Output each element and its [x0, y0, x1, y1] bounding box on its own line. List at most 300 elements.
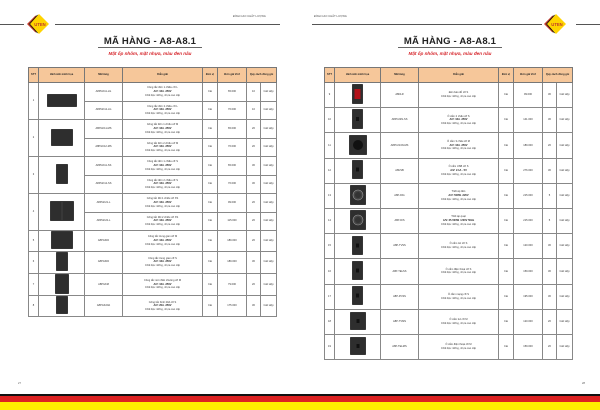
product-description [123, 251, 203, 273]
desc-name: Công tắc đơn 1 chiều cỡ M [146, 123, 179, 127]
pack-cell: Cái/ Hộp [557, 334, 573, 359]
unit-cell: Cái [499, 158, 514, 183]
unit-cell: Cái [203, 296, 218, 317]
unit-cell: Cái [203, 120, 218, 139]
product-image [39, 251, 85, 273]
unit-cell: Cái [499, 108, 514, 133]
desc-rating: A/V: 16A -250V [153, 163, 172, 167]
desc-material: Chất liệu: Đồng, nhựa cao cấp [440, 271, 477, 275]
page-number-left: 27 [18, 382, 21, 385]
table-row [29, 251, 277, 273]
desc-rating: A/V: 500W -220V [448, 193, 469, 197]
product-description [419, 284, 499, 309]
unit-cell: Cái [203, 251, 218, 273]
desc-name: Công tắc đôi 2 chiều cỡ XS [146, 215, 179, 219]
product-image [335, 259, 381, 284]
product-image [335, 158, 381, 183]
light-dimmer-icon [350, 203, 366, 206]
pack-cell: Cái/ Hộp [557, 208, 573, 233]
table-row [29, 120, 277, 139]
pack-cell: Cái/ Hộp [261, 120, 277, 139]
unit-cell: Cái [499, 234, 514, 259]
desc-name: Công tắc đôi 1 chiều cỡ XS [146, 197, 179, 201]
desc-material: Chất liệu: Đồng, nhựa cao cấp [144, 149, 181, 153]
desc-rating: A/V: 16A -250V [153, 145, 172, 149]
table-header [325, 68, 573, 83]
desc-name: Ổ cắm tivi cỡ M [449, 318, 468, 322]
switch-plate-wide-icon [47, 105, 77, 108]
socket-2pin-icon [352, 127, 363, 130]
product-code: A8P-DIS [381, 208, 419, 233]
product-code: A8DLR [381, 83, 419, 108]
product-code: A8PGK12-SS [85, 175, 123, 194]
desc-rating: A/V: 2.1A - 5V [450, 168, 467, 172]
desc-material: Chất liệu: Đồng, nhựa cao cấp [144, 264, 181, 267]
qty-cell: 30 [543, 284, 557, 309]
desc-name: Ổ cắm tivi cỡ S [449, 242, 468, 246]
product-image [335, 334, 381, 359]
desc-material: Chất liệu: Đồng, nhựa cao cấp [144, 93, 181, 97]
price-cell: 99.000 [218, 194, 247, 213]
product-image [39, 296, 85, 317]
qty-cell: 30 [543, 259, 557, 284]
product-description [419, 108, 499, 133]
product-description [123, 101, 203, 120]
product-image [335, 234, 381, 259]
col-code: Mã hàng [381, 68, 419, 83]
product-code: A8P-TVMS [381, 309, 419, 334]
product-code: A8PGK21-L [85, 194, 123, 213]
title-text: MÃ HÀNG - A8-A8.1 [98, 36, 202, 48]
price-cell: 99.000 [514, 83, 543, 108]
desc-material: Chất liệu: Đồng, nhựa cao cấp [144, 167, 181, 171]
pack-cell: Cái/ Hộp [557, 259, 573, 284]
desc-name: Công tắc trung gian cỡ S [148, 256, 177, 260]
stt-cell: 13 [325, 183, 335, 208]
desc-material: Chất liệu: Đồng, nhựa cao cấp [144, 112, 181, 116]
stt-cell: 11 [325, 133, 335, 158]
desc-name: Ổ cắm mạng cỡ S [447, 292, 470, 296]
product-description [419, 133, 499, 158]
desc-material: Chất liệu: Đồng, nhựa cao cấp [144, 223, 181, 227]
pack-cell: Cái/ Hộp [557, 183, 573, 208]
unit-cell: Cái [203, 157, 218, 176]
qty-cell: 20 [543, 334, 557, 359]
fan-dimmer-icon [350, 228, 366, 231]
desc-material: Chất liệu: Đồng, nhựa cao cấp [144, 204, 181, 208]
pack-cell: Cái/ Hộp [261, 273, 277, 296]
footer-stripe-yellow [0, 402, 600, 410]
product-code: A8PGK12-LG [85, 101, 123, 120]
desc-rating: A/V: 16A -250V [153, 89, 172, 93]
qty-cell: 20 [247, 273, 261, 296]
pack-cell: Cái/ Hộp [557, 108, 573, 133]
desc-name: Công tắc đơn 2 chiều cỡ L [147, 104, 178, 108]
desc-name: Ổ cắm điện thoại cỡ M [445, 343, 472, 347]
table-row [325, 183, 573, 208]
table-row [325, 158, 573, 183]
price-cell: 215.000 [514, 208, 543, 233]
table-row [325, 108, 573, 133]
desc-rating: A/V: 16A -250V [153, 108, 172, 112]
product-image [335, 208, 381, 233]
desc-rating: A/V: 16A -250V [153, 200, 172, 204]
desc-rating: A/V: 16A -250V [449, 143, 468, 147]
red-indicator-icon [352, 102, 363, 105]
product-code: A8PGK11-SS [85, 157, 123, 176]
desc-material: Chất liệu: Đồng, nhựa cao cấp [440, 246, 477, 250]
price-cell: 79.000 [218, 273, 247, 296]
desc-material: Chất liệu: Đồng, nhựa cao cấp [440, 122, 477, 126]
col-desc: Diễn giải [419, 68, 499, 83]
product-image [335, 183, 381, 208]
svg-text:UTEN: UTEN [34, 21, 46, 27]
desc-material: Chất liệu: Đồng, nhựa cao cấp [144, 242, 181, 246]
pack-cell: Cái/ Hộp [261, 83, 277, 102]
product-code: A8PC22N-SS [381, 108, 419, 133]
desc-material: Chất liệu: Đồng, nhựa cao cấp [440, 346, 477, 350]
table-row [29, 83, 277, 102]
pack-cell: Cái/ Hộp [261, 101, 277, 120]
product-code: A8PGKM [85, 273, 123, 296]
product-code: A8PGKID [85, 231, 123, 252]
price-cell: 76.000 [218, 175, 247, 194]
col-price: Đơn giá Vnđ [218, 68, 247, 83]
product-description [123, 212, 203, 231]
stt-cell: 8 [29, 296, 39, 317]
pack-cell: Cái/ Hộp [557, 284, 573, 309]
product-image [39, 120, 85, 157]
pack-cell: Cái/ Hộp [261, 231, 277, 252]
desc-name: Công tắc đơn 2 chiều cỡ M [146, 141, 179, 145]
unit-cell: Cái [499, 208, 514, 233]
qty-cell: 30 [543, 158, 557, 183]
tagline-right: ĐỈNH CAO CHẤT LƯỢNG [314, 15, 347, 18]
product-code: A8PGK22-L [85, 212, 123, 231]
price-cell: 189.000 [514, 133, 543, 158]
product-image [39, 194, 85, 231]
desc-name: Triết áp quạt [451, 215, 466, 219]
table-row [325, 133, 573, 158]
table-row [325, 284, 573, 309]
unit-cell: Cái [203, 101, 218, 120]
desc-name: Triết áp đèn [451, 190, 466, 194]
price-cell: 175.000 [218, 296, 247, 317]
stt-cell: 3 [29, 157, 39, 194]
price-cell: 215.000 [514, 183, 543, 208]
unit-cell: Cái [203, 273, 218, 296]
page-title [0, 36, 300, 47]
stt-cell: 2 [29, 120, 39, 157]
qty-cell: 30 [543, 108, 557, 133]
col-image: Hình ảnh minh họa [335, 68, 381, 83]
header-rule-right [312, 24, 542, 25]
stt-cell: 10 [325, 108, 335, 133]
product-description [123, 175, 203, 194]
col-code: Mã hàng [85, 68, 123, 83]
table-row [325, 334, 573, 359]
price-cell: 141.000 [514, 108, 543, 133]
qty-cell: 30 [543, 234, 557, 259]
stt-cell: 6 [29, 251, 39, 273]
product-image [335, 309, 381, 334]
qty-cell: 30 [543, 83, 557, 108]
unit-cell: Cái [203, 212, 218, 231]
header-rule-left [0, 24, 24, 25]
product-description [123, 157, 203, 176]
col-desc: Diễn giải [123, 68, 203, 83]
unit-cell: Cái [203, 138, 218, 157]
desc-rating: A/V: 16A -250V [153, 282, 172, 286]
header-rule [55, 24, 280, 25]
tv-socket-s-icon [352, 253, 363, 256]
pack-cell: Cái/ Hộp [557, 309, 573, 334]
product-description [123, 83, 203, 102]
stt-cell: 7 [29, 273, 39, 296]
col-price: Đơn giá Vnđ [514, 68, 543, 83]
water-heater-switch-icon [56, 312, 68, 315]
pack-cell: Cái/ Hộp [557, 133, 573, 158]
product-description [123, 273, 203, 296]
unit-cell: Cái [499, 309, 514, 334]
title-text: MÃ HÀNG - A8-A8.1 [398, 36, 502, 48]
desc-name: Ổ cắm USB cỡ S [448, 165, 469, 169]
price-cell: 65.000 [218, 120, 247, 139]
pack-cell: Cái/ Hộp [557, 83, 573, 108]
bell-switch-icon [55, 292, 69, 295]
unit-cell: Cái [203, 231, 218, 252]
unit-cell: Cái [499, 259, 514, 284]
desc-material: Chất liệu: Đồng, nhựa cao cấp [440, 197, 477, 201]
phone-socket-m-icon [350, 353, 366, 356]
desc-material: Chất liệu: Đồng, nhựa cao cấp [440, 321, 477, 325]
stt-cell: 15 [325, 234, 335, 259]
price-cell: 195.000 [514, 284, 543, 309]
table-row [29, 194, 277, 213]
product-description [419, 158, 499, 183]
pack-cell: Cái/ Hộp [261, 138, 277, 157]
product-description [123, 120, 203, 139]
tv-socket-m-icon [350, 328, 366, 331]
product-image [39, 273, 85, 296]
unit-cell: Cái [499, 83, 514, 108]
price-cell: 189.000 [218, 231, 247, 252]
desc-rating: A/V: 16A -250V [449, 118, 468, 122]
col-unit: Đơn vị [499, 68, 514, 83]
desc-name: Công tắc nút nhấn chuông cỡ M [143, 278, 182, 282]
qty-cell: 30 [247, 296, 261, 317]
stt-cell: 12 [325, 158, 335, 183]
unit-cell: Cái [203, 194, 218, 213]
page-number-right: 28 [582, 382, 585, 385]
switch-small-icon [56, 182, 68, 185]
desc-material: Chất liệu: Đồng, nhựa cao cấp [440, 296, 477, 300]
header-rule-right-end [576, 24, 600, 25]
desc-name: Đèn báo đỏ cỡ S [448, 91, 469, 95]
pack-cell: Cái/ Hộp [261, 251, 277, 273]
qty-cell: 20 [247, 194, 261, 213]
desc-rating: A/V: 20A -250V [153, 304, 172, 308]
desc-rating: A/V: 16A -250V [153, 182, 172, 186]
col-stt: STT [29, 68, 39, 83]
qty-cell: 30 [247, 157, 261, 176]
uten-logo-icon [544, 12, 568, 36]
qty-cell: 20 [247, 138, 261, 157]
price-cell: 159.000 [514, 259, 543, 284]
product-image [335, 133, 381, 158]
product-code: A8P-DIG [381, 183, 419, 208]
col-image: Hình ảnh minh họa [39, 68, 85, 83]
stt-cell: 16 [325, 259, 335, 284]
product-code: A8PGK12-MS [85, 138, 123, 157]
product-description [419, 83, 499, 108]
product-image [39, 157, 85, 194]
page-title-right [300, 36, 600, 47]
product-description [123, 296, 203, 317]
stt-cell: 4 [29, 194, 39, 231]
pack-cell: Cái/ Hộp [261, 296, 277, 317]
qty-cell: 20 [543, 309, 557, 334]
product-code: A8P-TVSS [381, 234, 419, 259]
product-code: A8PGKID [85, 251, 123, 273]
product-code: A8P-PCSS [381, 284, 419, 309]
product-description [419, 334, 499, 359]
desc-material: Chất liệu: Đồng, nhựa cao cấp [440, 222, 477, 226]
unit-cell: Cái [499, 334, 514, 359]
qty-cell: 20 [247, 212, 261, 231]
unit-cell: Cái [499, 284, 514, 309]
price-cell: 120.000 [514, 309, 543, 334]
socket-3pin-icon [349, 153, 367, 156]
table-header [29, 68, 277, 83]
product-description [419, 183, 499, 208]
qty-cell: 5 [543, 183, 557, 208]
table-row [325, 208, 573, 233]
desc-name: Công tắc đơn 1 chiều cỡ S [147, 160, 178, 164]
pack-cell: Cái/ Hộp [557, 158, 573, 183]
product-code: A8P-TELMS [381, 334, 419, 359]
page-subtitle: Mặt ốp nhôm, mặt nhựa, màu đen nâu [108, 51, 192, 56]
col-pack: Quy cách đóng gói [247, 68, 277, 83]
stt-cell: 19 [325, 334, 335, 359]
svg-text:UTEN: UTEN [551, 21, 563, 27]
pack-cell: Cái/ Hộp [557, 234, 573, 259]
unit-cell: Cái [203, 175, 218, 194]
stt-cell: 1 [29, 83, 39, 120]
price-cell: 115.000 [218, 212, 247, 231]
desc-rating: A/V: 16A -250V [153, 219, 172, 223]
uten-logo-icon [27, 12, 51, 36]
price-cell: 189.000 [218, 251, 247, 273]
pack-cell: Cái/ Hộp [261, 212, 277, 231]
unit-cell: Cái [499, 133, 514, 158]
desc-material: Chất liệu: Đồng, nhựa cao cấp [440, 172, 477, 176]
desc-material: Chất liệu: Đồng, nhựa cao cấp [144, 286, 181, 290]
table-row [325, 259, 573, 284]
stt-cell: 18 [325, 309, 335, 334]
price-cell: 76.000 [218, 138, 247, 157]
qty-cell: 20 [247, 231, 261, 252]
price-cell: 76.000 [218, 101, 247, 120]
tagline: ĐỈNH CAO CHẤT LƯỢNG [233, 15, 266, 18]
price-cell: 276.000 [514, 158, 543, 183]
desc-name: Công tắc đơn 1 chiều cỡ L [147, 86, 178, 90]
pack-cell: Cái/ Hộp [261, 157, 277, 176]
product-description [419, 208, 499, 233]
product-code: A8PC213N-MS [381, 133, 419, 158]
unit-cell: Cái [203, 83, 218, 102]
switch-medium-icon [51, 144, 73, 147]
pack-cell: Cái/ Hộp [261, 194, 277, 213]
product-description [123, 138, 203, 157]
phone-socket-s-icon [352, 278, 363, 281]
stt-cell: 17 [325, 284, 335, 309]
product-description [419, 259, 499, 284]
table-row [325, 234, 573, 259]
product-description [123, 194, 203, 213]
col-stt: STT [325, 68, 335, 83]
product-image [335, 284, 381, 309]
qty-cell: 20 [543, 133, 557, 158]
table-row [325, 83, 573, 108]
product-code: A8PGK11-MS [85, 120, 123, 139]
table-row [29, 231, 277, 252]
col-unit: Đơn vị [203, 68, 218, 83]
product-image [39, 83, 85, 120]
desc-material: Chất liệu: Đồng, nhựa cao cấp [440, 95, 477, 99]
product-image [335, 83, 381, 108]
table-row [29, 296, 277, 317]
page-subtitle-right: Mặt ốp nhôm, mặt nhựa, màu đen nâu [408, 51, 492, 56]
product-description [123, 231, 203, 252]
desc-name: Công tắc trung gian cỡ M [147, 235, 178, 239]
product-image [335, 108, 381, 133]
stt-cell: 14 [325, 208, 335, 233]
product-description [419, 309, 499, 334]
price-cell: 65.000 [218, 83, 247, 102]
switch-intermediate-m-icon [51, 247, 73, 250]
product-code: A8USB [381, 158, 419, 183]
qty-cell: 5 [543, 208, 557, 233]
switch-double-icon [50, 219, 74, 222]
product-description [419, 234, 499, 259]
unit-cell: Cái [499, 183, 514, 208]
pack-cell: Cái/ Hộp [261, 175, 277, 194]
desc-material: Chất liệu: Đồng, nhựa cao cấp [144, 186, 181, 190]
desc-material: Chất liệu: Đồng, nhựa cao cấp [440, 147, 477, 151]
desc-name: Công tắc bình 20A cỡ S [148, 300, 177, 304]
price-cell: 65.000 [218, 157, 247, 176]
right-page [300, 0, 600, 395]
desc-name: Công tắc đơn 2 chiều cỡ S [147, 178, 178, 182]
table-row [29, 273, 277, 296]
desc-name: Ổ cắm điện thoại cỡ S [445, 267, 472, 271]
network-socket-s-icon [352, 303, 363, 306]
qty-cell: 10 [247, 101, 261, 120]
product-table-right [324, 67, 573, 360]
qty-cell: 30 [247, 175, 261, 194]
price-cell: 159.000 [514, 334, 543, 359]
product-code: A8PGK20A [85, 296, 123, 317]
product-code: A8P-TELSS [381, 259, 419, 284]
desc-rating: A/V: 16A -250V [153, 126, 172, 130]
stt-cell: 9 [325, 83, 335, 108]
desc-material: Chất liệu: Đồng, nhựa cao cấp [144, 130, 181, 134]
product-code: A8PGK11-LG [85, 83, 123, 102]
price-cell: 120.000 [514, 234, 543, 259]
stt-cell: 5 [29, 231, 39, 252]
switch-intermediate-s-icon [56, 269, 68, 272]
